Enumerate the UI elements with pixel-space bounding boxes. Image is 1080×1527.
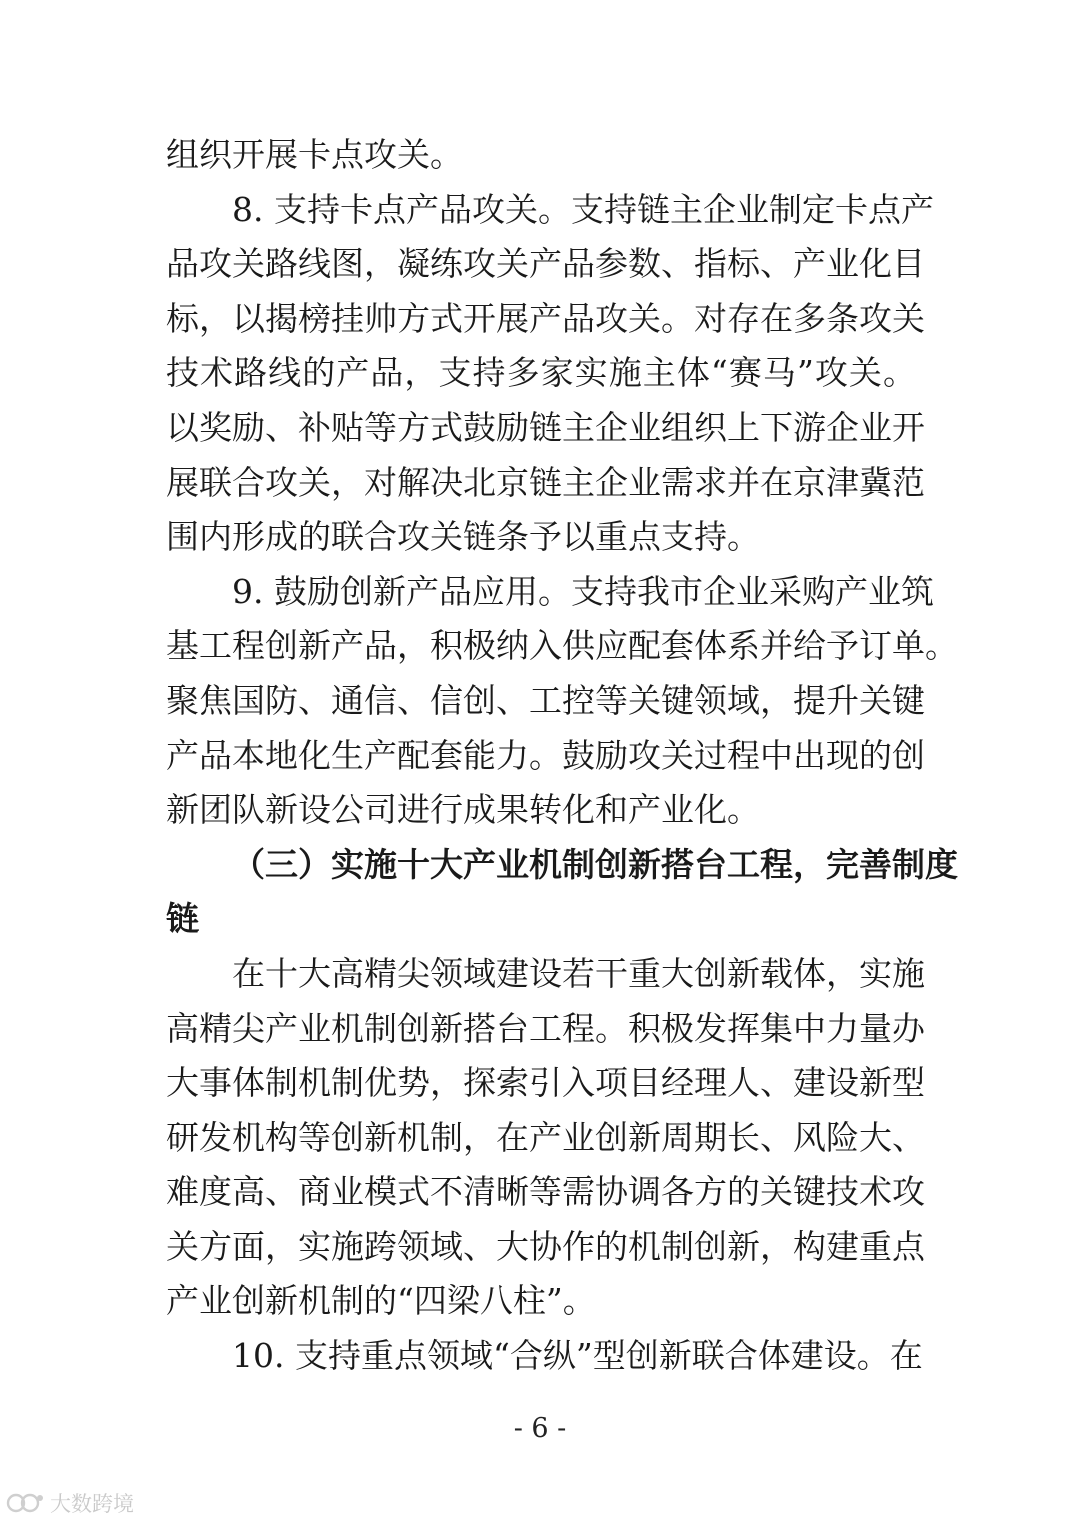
line-text: （三）实施十大产业机制创新搭台工程，完善制度 <box>232 844 958 884</box>
paragraph-line <box>166 565 934 620</box>
paragraph-line <box>166 1329 923 1384</box>
line-text: 品攻关路线图，凝练攻关产品参数、指标、产业化目 <box>166 244 925 284</box>
line-text: 以奖励、补贴等方式鼓励链主企业组织上下游企业开 <box>166 407 925 447</box>
line-text: 标，以揭榜挂帅方式开展产品攻关。对存在多条攻关 <box>166 298 925 338</box>
paragraph-line <box>166 1274 916 1329</box>
page-number: - 6 - <box>513 1413 567 1444</box>
line-text: 大事体制机制优势，探索引入项目经理人、建设新型 <box>166 1063 925 1103</box>
section-heading-line <box>166 892 916 947</box>
paragraph-line <box>166 729 925 784</box>
line-text: 组织开展卡点攻关。 <box>166 135 463 174</box>
paragraph-line <box>166 128 916 183</box>
paragraph-line <box>166 674 925 729</box>
watermark <box>6 1488 134 1518</box>
line-text: 8. 支持卡点产品攻关。支持链主企业制定卡点产 <box>232 189 934 229</box>
line-text: 关方面，实施跨领域、大协作的机制创新，构建重点 <box>166 1226 925 1266</box>
line-text: 围内形成的联合攻关链条予以重点支持。 <box>166 517 760 557</box>
line-text: 新团队新设公司进行成果转化和产业化。 <box>166 790 760 830</box>
line-text: 聚焦国防、通信、信创、工控等关键领域，提升关键 <box>166 680 925 720</box>
paragraph-line <box>166 783 916 838</box>
paragraph-line <box>166 1165 925 1220</box>
paragraph-line <box>166 237 925 292</box>
line-text: 在十大高精尖领域建设若干重大创新载体，实施 <box>232 953 925 993</box>
paragraph-line <box>166 401 925 456</box>
line-text: 产品本地化生产配套能力。鼓励攻关过程中出现的创 <box>166 735 925 775</box>
paragraph-line <box>166 947 925 1002</box>
document-body <box>166 128 958 1384</box>
section-heading-line <box>166 838 958 893</box>
line-text: 高精尖产业机制创新搭台工程。积极发挥集中力量办 <box>166 1008 925 1048</box>
paragraph-line <box>166 292 925 347</box>
line-text: 9. 鼓励创新产品应用。支持我市企业采购产业筑 <box>232 571 934 611</box>
line-text: 10. 支持重点领域“合纵”型创新联合体建设。在 <box>232 1336 923 1376</box>
paragraph-line <box>166 619 958 674</box>
line-text: 难度高、商业模式不清晰等需协调各方的关键技术攻 <box>166 1172 925 1212</box>
paragraph-line <box>166 1002 925 1057</box>
paragraph-line <box>166 456 925 511</box>
line-text: 链 <box>166 899 199 939</box>
paragraph-line <box>166 510 916 565</box>
paragraph-line <box>166 346 916 401</box>
line-text: 技术路线的产品，支持多家实施主体“赛马”攻关。 <box>166 353 916 393</box>
paragraph-line <box>166 1111 925 1166</box>
line-text: 基工程创新产品，积极纳入供应配套体系并给予订单。 <box>166 626 958 666</box>
watermark-text: 大数跨境 <box>50 1492 134 1516</box>
line-text: 产业创新机制的“四梁八柱”。 <box>166 1281 596 1321</box>
paragraph-line <box>166 1220 925 1275</box>
line-text: 展联合攻关，对解决北京链主企业需求并在京津冀范 <box>166 462 925 502</box>
brand-logo-icon <box>6 1491 44 1515</box>
line-text: 研发机构等创新机制，在产业创新周期长、风险大、 <box>166 1117 925 1157</box>
paragraph-line <box>166 1056 925 1111</box>
paragraph-line <box>166 183 934 238</box>
